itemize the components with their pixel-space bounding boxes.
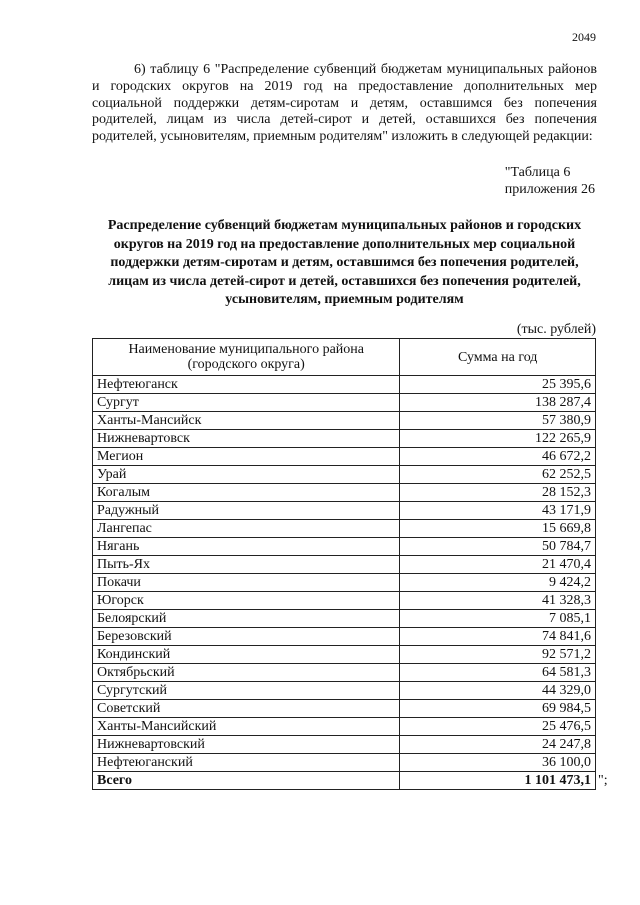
table-row <box>93 376 596 394</box>
table-row <box>93 394 596 412</box>
page-number: 2049 <box>572 30 596 44</box>
intro-text: 6) таблицу 6 "Распределение субвенций бюджетам муниципальных районов и городских округов на 2019 год на предоставление дополнительных мер социальной поддержки детям-сиротам и детям, оставшимся без попечения родителей, лицам из числа детей-сирот и детей, оставшихся без попечения родителей, усыновителям, приемным родителям" изложить в следующей редакции: <box>92 62 597 145</box>
table-row <box>93 538 596 556</box>
row-amount: 15 669,8 <box>400 520 596 538</box>
table-ref-line-2: приложения 26 <box>504 182 595 197</box>
subventions-table <box>92 338 596 790</box>
row-amount: 36 100,0 <box>400 754 596 772</box>
row-amount: 28 152,3 <box>400 484 596 502</box>
row-amount: 50 784,7 <box>400 538 596 556</box>
row-name: Нягань <box>93 538 400 556</box>
table-ref-line-1: "Таблица 6 <box>504 165 571 180</box>
row-amount: 74 841,6 <box>400 628 596 646</box>
row-name: Березовский <box>93 628 400 646</box>
row-name: Сургутский <box>93 682 400 700</box>
row-name: Пыть-Ях <box>93 556 400 574</box>
row-name: Нижневартовский <box>93 736 400 754</box>
table-row <box>93 646 596 664</box>
total-row <box>93 772 596 790</box>
table-row <box>93 610 596 628</box>
total-amount: 1 101 473,1 <box>400 772 596 790</box>
row-name: Нефтеюганский <box>93 754 400 772</box>
table-header-row <box>93 339 596 376</box>
row-amount: 43 171,9 <box>400 502 596 520</box>
table-row <box>93 574 596 592</box>
table-body <box>93 376 596 790</box>
header-amount: Сумма на год <box>400 339 596 376</box>
table-row <box>93 412 596 430</box>
table-row <box>93 664 596 682</box>
table-row <box>93 430 596 448</box>
row-amount: 21 470,4 <box>400 556 596 574</box>
row-amount: 62 252,5 <box>400 466 596 484</box>
table-title: Распределение субвенций бюджетам муниципальных районов и городских округов на 2019 год на предоставление дополнительных мер социальной поддержки детям-сиротам и детям, оставшимся без попечения родителей, лицам из числа детей-сирот и детей, оставшихся без попечения родителей, усыновителям, приемным родителям <box>107 218 582 307</box>
table-reference <box>505 164 595 198</box>
row-name: Ханты-Мансийск <box>93 412 400 430</box>
row-name: Мегион <box>93 448 400 466</box>
table-row <box>93 466 596 484</box>
row-name: Югорск <box>93 592 400 610</box>
table-row <box>93 448 596 466</box>
row-name: Нижневартовск <box>93 430 400 448</box>
table-row <box>93 628 596 646</box>
row-name: Советский <box>93 700 400 718</box>
row-name: Белоярский <box>93 610 400 628</box>
table-row <box>93 556 596 574</box>
row-amount: 64 581,3 <box>400 664 596 682</box>
row-amount: 25 476,5 <box>400 718 596 736</box>
row-amount: 7 085,1 <box>400 610 596 628</box>
row-name: Ханты-Мансийский <box>93 718 400 736</box>
table-row <box>93 700 596 718</box>
row-amount: 46 672,2 <box>400 448 596 466</box>
table-row <box>93 754 596 772</box>
row-name: Когалым <box>93 484 400 502</box>
table-row <box>93 592 596 610</box>
table-row <box>93 718 596 736</box>
intro-paragraph <box>92 62 597 146</box>
row-amount: 9 424,2 <box>400 574 596 592</box>
units-label: (тыс. рублей) <box>516 322 596 337</box>
row-amount: 122 265,9 <box>400 430 596 448</box>
row-name: Сургут <box>93 394 400 412</box>
row-amount: 41 328,3 <box>400 592 596 610</box>
row-name: Кондинский <box>93 646 400 664</box>
row-amount: 57 380,9 <box>400 412 596 430</box>
row-amount: 44 329,0 <box>400 682 596 700</box>
table-row <box>93 502 596 520</box>
row-amount: 24 247,8 <box>400 736 596 754</box>
total-label: Всего <box>93 772 400 790</box>
closing-quote: "; <box>598 773 608 788</box>
row-amount: 69 984,5 <box>400 700 596 718</box>
row-amount: 25 395,6 <box>400 376 596 394</box>
row-name: Урай <box>93 466 400 484</box>
table-row <box>93 484 596 502</box>
row-name: Покачи <box>93 574 400 592</box>
row-name: Октябрьский <box>93 664 400 682</box>
row-amount: 138 287,4 <box>400 394 596 412</box>
row-name: Радужный <box>93 502 400 520</box>
table-row <box>93 736 596 754</box>
table-row <box>93 520 596 538</box>
header-name: Наименование муниципального района (городского округа) <box>93 339 400 376</box>
table-row <box>93 682 596 700</box>
row-name: Лангепас <box>93 520 400 538</box>
row-amount: 92 571,2 <box>400 646 596 664</box>
row-name: Нефтеюганск <box>93 376 400 394</box>
